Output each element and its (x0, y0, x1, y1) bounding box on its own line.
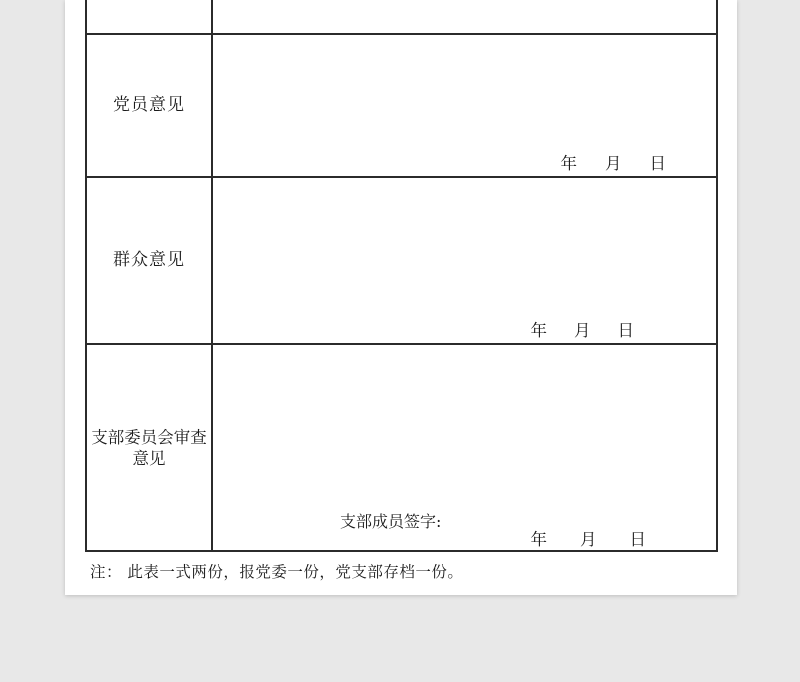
year-label: 年 (560, 154, 577, 173)
year-label: 年 (530, 321, 547, 340)
month-label: 月 (605, 154, 622, 173)
date-line (531, 531, 647, 548)
party-member-opinion-content-cell (213, 35, 716, 176)
day-label: 日 (617, 321, 634, 340)
masses-opinion-label-cell (87, 178, 213, 343)
party-member-opinion-label-cell (87, 35, 213, 176)
top-partial-content-cell (213, 0, 716, 33)
branch-committee-review-content-cell (213, 345, 716, 550)
row-label-line2: 意见 (132, 448, 166, 468)
masses-opinion-content-cell (213, 178, 716, 343)
row-label: 党员意见 (113, 95, 185, 115)
branch-members-signature-label: 支部成员签字: (340, 512, 442, 531)
day-label: 日 (629, 530, 646, 549)
top-partial-label-cell (87, 0, 213, 33)
approval-form-table (85, 0, 718, 552)
table-row-masses-opinion (87, 178, 716, 345)
day-label: 日 (649, 154, 666, 173)
table-row-branch-committee-review (87, 345, 716, 552)
branch-committee-review-label-cell (87, 345, 213, 550)
row-label: 群众意见 (113, 250, 185, 270)
month-label: 月 (580, 530, 597, 549)
row-label-line1: 支部委员会审查 (91, 427, 207, 447)
document-paper (65, 0, 737, 595)
footnote: 注： 此表一式两份，报党委一份，党支部存档一份。 (90, 563, 464, 581)
date-line (561, 155, 667, 172)
date-line (531, 322, 635, 339)
table-row-top-partial (87, 0, 716, 35)
month-label: 月 (574, 321, 591, 340)
table-row-party-member-opinion (87, 35, 716, 178)
year-label: 年 (530, 530, 547, 549)
